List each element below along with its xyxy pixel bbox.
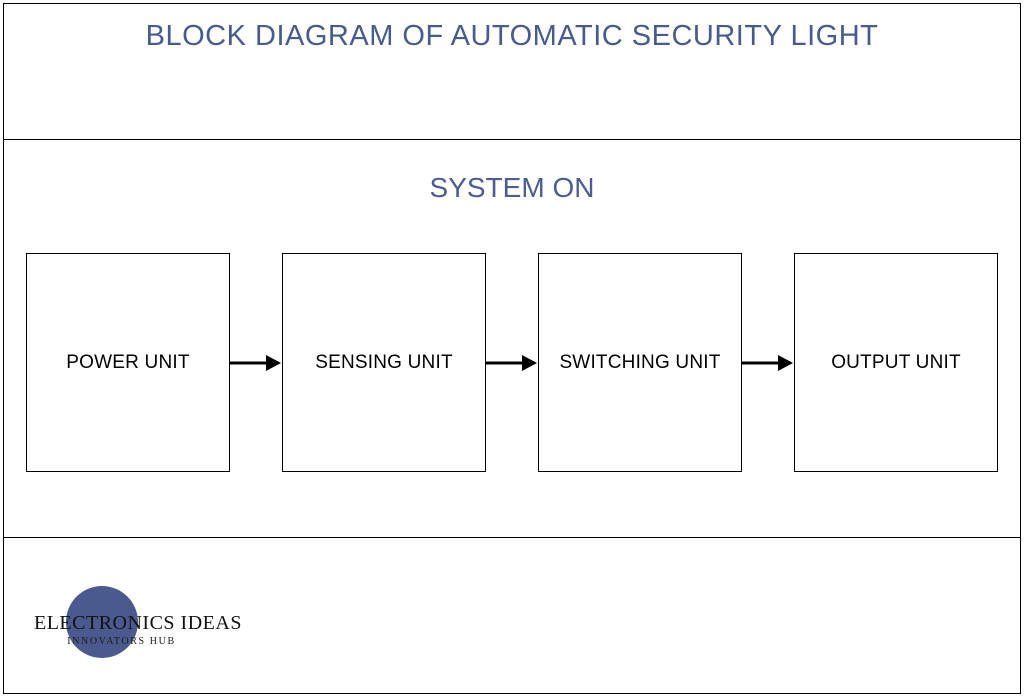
arrow-right-icon: [486, 356, 538, 370]
block-sensing-unit: [282, 253, 486, 472]
diagram-body: [4, 140, 1020, 538]
arrow-right-icon: [742, 356, 794, 370]
page-title: BLOCK DIAGRAM OF AUTOMATIC SECURITY LIGHT: [145, 20, 879, 52]
block-switching-unit: [538, 253, 742, 472]
logo: [34, 586, 242, 661]
block-label: SENSING UNIT: [315, 351, 453, 373]
arrow-head: [266, 355, 281, 371]
block-flow: [26, 253, 998, 472]
arrow-shaft: [230, 361, 270, 364]
block-label: POWER UNIT: [66, 351, 190, 373]
arrow-head: [778, 355, 793, 371]
logo-name: ELECTRONICS IDEAS: [34, 612, 242, 634]
block-output-unit: [794, 253, 998, 472]
diagram-frame: [3, 3, 1021, 694]
block-label: OUTPUT UNIT: [831, 351, 961, 373]
block-label: SWITCHING UNIT: [559, 351, 721, 373]
system-state-label: SYSTEM ON: [429, 172, 595, 203]
logo-tagline: INNOVATORS HUB: [67, 636, 176, 647]
block-power-unit: [26, 253, 230, 472]
footer-band: [4, 538, 1020, 693]
arrow-right-icon: [230, 356, 282, 370]
arrow-head: [522, 355, 537, 371]
title-band: [4, 4, 1020, 140]
arrow-shaft: [742, 361, 782, 364]
arrow-shaft: [486, 361, 526, 364]
